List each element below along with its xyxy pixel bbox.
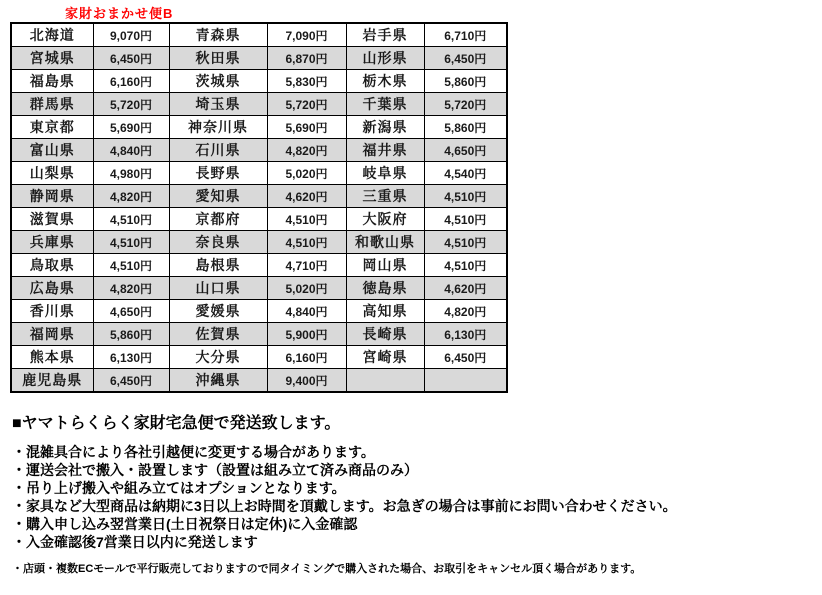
price-cell: 6,160円 [267, 346, 346, 369]
price-cell: 6,710円 [424, 23, 507, 47]
price-cell: 6,130円 [424, 323, 507, 346]
price-cell: 4,510円 [424, 231, 507, 254]
prefecture-cell: 岐阜県 [346, 162, 424, 185]
prefecture-cell: 宮崎県 [346, 346, 424, 369]
price-cell: 4,510円 [93, 231, 169, 254]
prefecture-cell: 千葉県 [346, 93, 424, 116]
notes-bullet: ・購入申し込み翌営業日(土日祝祭日は定休)に入金確認 [12, 516, 358, 532]
notes-bullet: ・混雑具合により各社引越便に変更する場合があります。 [12, 444, 375, 460]
prefecture-cell: 山梨県 [11, 162, 93, 185]
prefecture-cell: 佐賀県 [169, 323, 267, 346]
prefecture-cell: 山形県 [346, 47, 424, 70]
prefecture-cell: 岩手県 [346, 23, 424, 47]
table-row [11, 208, 507, 231]
prefecture-cell: 山口県 [169, 277, 267, 300]
prefecture-cell: 福井県 [346, 139, 424, 162]
price-cell: 9,070円 [93, 23, 169, 47]
notes-bullet: ・入金確認後7営業日以内に発送します [12, 534, 258, 550]
prefecture-cell: 和歌山県 [346, 231, 424, 254]
price-cell: 5,020円 [267, 162, 346, 185]
prefecture-cell: 埼玉県 [169, 93, 267, 116]
shipping-table-title: 家財おまかせ便B [65, 6, 174, 21]
prefecture-cell: 栃木県 [346, 70, 424, 93]
price-cell: 4,510円 [267, 208, 346, 231]
price-cell: 5,720円 [93, 93, 169, 116]
price-cell: 5,860円 [424, 116, 507, 139]
table-row [11, 185, 507, 208]
prefecture-cell: 大分県 [169, 346, 267, 369]
notes-bullet: ・家具など大型商品は納期に3日以上お時間を頂戴します。お急ぎの場合は事前にお問い合わせください。 [12, 498, 677, 514]
price-cell: 9,400円 [267, 369, 346, 393]
prefecture-cell: 青森県 [169, 23, 267, 47]
table-row [11, 116, 507, 139]
price-cell: 5,690円 [267, 116, 346, 139]
table-row [11, 300, 507, 323]
price-cell: 4,510円 [424, 185, 507, 208]
prefecture-cell: 大阪府 [346, 208, 424, 231]
price-cell: 4,820円 [93, 185, 169, 208]
prefecture-cell: 石川県 [169, 139, 267, 162]
price-cell: 6,450円 [93, 47, 169, 70]
price-cell: 4,840円 [267, 300, 346, 323]
prefecture-cell: 兵庫県 [11, 231, 93, 254]
price-cell: 4,620円 [424, 277, 507, 300]
notes-bullet: ・運送会社で搬入・設置します（設置は組み立て済み商品のみ） [12, 462, 418, 478]
prefecture-cell: 香川県 [11, 300, 93, 323]
price-cell: 4,620円 [267, 185, 346, 208]
notes-bullet: ・吊り上げ搬入や組み立てはオプションとなります。 [12, 480, 346, 496]
table-row [11, 369, 507, 393]
table-row [11, 47, 507, 70]
table-row [11, 277, 507, 300]
prefecture-cell: 長野県 [169, 162, 267, 185]
prefecture-cell: 高知県 [346, 300, 424, 323]
price-cell: 4,510円 [424, 254, 507, 277]
prefecture-cell: 新潟県 [346, 116, 424, 139]
price-cell: 6,870円 [267, 47, 346, 70]
table-row [11, 231, 507, 254]
table-row [11, 139, 507, 162]
price-cell: 5,020円 [267, 277, 346, 300]
table-row [11, 323, 507, 346]
price-cell: 5,830円 [267, 70, 346, 93]
prefecture-cell: 岡山県 [346, 254, 424, 277]
table-row [11, 70, 507, 93]
shipping-fee-table [10, 22, 508, 393]
prefecture-cell: 沖縄県 [169, 369, 267, 393]
price-cell: 5,720円 [424, 93, 507, 116]
price-cell: 4,710円 [267, 254, 346, 277]
prefecture-cell: 愛知県 [169, 185, 267, 208]
price-cell: 4,820円 [424, 300, 507, 323]
prefecture-cell: 静岡県 [11, 185, 93, 208]
price-cell: 4,650円 [424, 139, 507, 162]
notes-heading: ■ヤマトらくらく家財宅急便で発送致します。 [12, 415, 341, 432]
price-cell: 7,090円 [267, 23, 346, 47]
price-cell [424, 369, 507, 393]
prefecture-cell: 愛媛県 [169, 300, 267, 323]
price-cell: 5,900円 [267, 323, 346, 346]
prefecture-cell: 茨城県 [169, 70, 267, 93]
table-row [11, 346, 507, 369]
price-cell: 6,450円 [93, 369, 169, 393]
notes-footnote: ・店頭・複数ECモールで平行販売しておりますので同タイミングで購入された場合、お取引をキャンセル頂く場合があります。 [12, 563, 642, 575]
prefecture-cell [346, 369, 424, 393]
prefecture-cell: 三重県 [346, 185, 424, 208]
prefecture-cell: 富山県 [11, 139, 93, 162]
price-cell: 5,690円 [93, 116, 169, 139]
prefecture-cell: 京都府 [169, 208, 267, 231]
prefecture-cell: 東京都 [11, 116, 93, 139]
prefecture-cell: 群馬県 [11, 93, 93, 116]
price-cell: 4,510円 [267, 231, 346, 254]
prefecture-cell: 長崎県 [346, 323, 424, 346]
prefecture-cell: 福島県 [11, 70, 93, 93]
table-row [11, 93, 507, 116]
prefecture-cell: 滋賀県 [11, 208, 93, 231]
price-cell: 5,860円 [424, 70, 507, 93]
price-cell: 4,840円 [93, 139, 169, 162]
price-cell: 6,130円 [93, 346, 169, 369]
prefecture-cell: 神奈川県 [169, 116, 267, 139]
price-cell: 4,510円 [93, 208, 169, 231]
notes-bullet-list [12, 443, 812, 551]
shipping-notes [12, 410, 812, 576]
prefecture-cell: 熊本県 [11, 346, 93, 369]
price-cell: 6,450円 [424, 47, 507, 70]
prefecture-cell: 徳島県 [346, 277, 424, 300]
prefecture-cell: 奈良県 [169, 231, 267, 254]
prefecture-cell: 島根県 [169, 254, 267, 277]
prefecture-cell: 宮城県 [11, 47, 93, 70]
prefecture-cell: 鹿児島県 [11, 369, 93, 393]
price-cell: 4,650円 [93, 300, 169, 323]
price-cell: 4,510円 [424, 208, 507, 231]
prefecture-cell: 福岡県 [11, 323, 93, 346]
price-cell: 5,860円 [93, 323, 169, 346]
price-cell: 4,510円 [93, 254, 169, 277]
prefecture-cell: 鳥取県 [11, 254, 93, 277]
price-cell: 6,450円 [424, 346, 507, 369]
table-row [11, 23, 507, 47]
prefecture-cell: 北海道 [11, 23, 93, 47]
table-row [11, 162, 507, 185]
price-cell: 4,820円 [267, 139, 346, 162]
prefecture-cell: 広島県 [11, 277, 93, 300]
price-cell: 4,540円 [424, 162, 507, 185]
price-cell: 6,160円 [93, 70, 169, 93]
price-cell: 4,820円 [93, 277, 169, 300]
price-cell: 5,720円 [267, 93, 346, 116]
table-row [11, 254, 507, 277]
prefecture-cell: 秋田県 [169, 47, 267, 70]
price-cell: 4,980円 [93, 162, 169, 185]
